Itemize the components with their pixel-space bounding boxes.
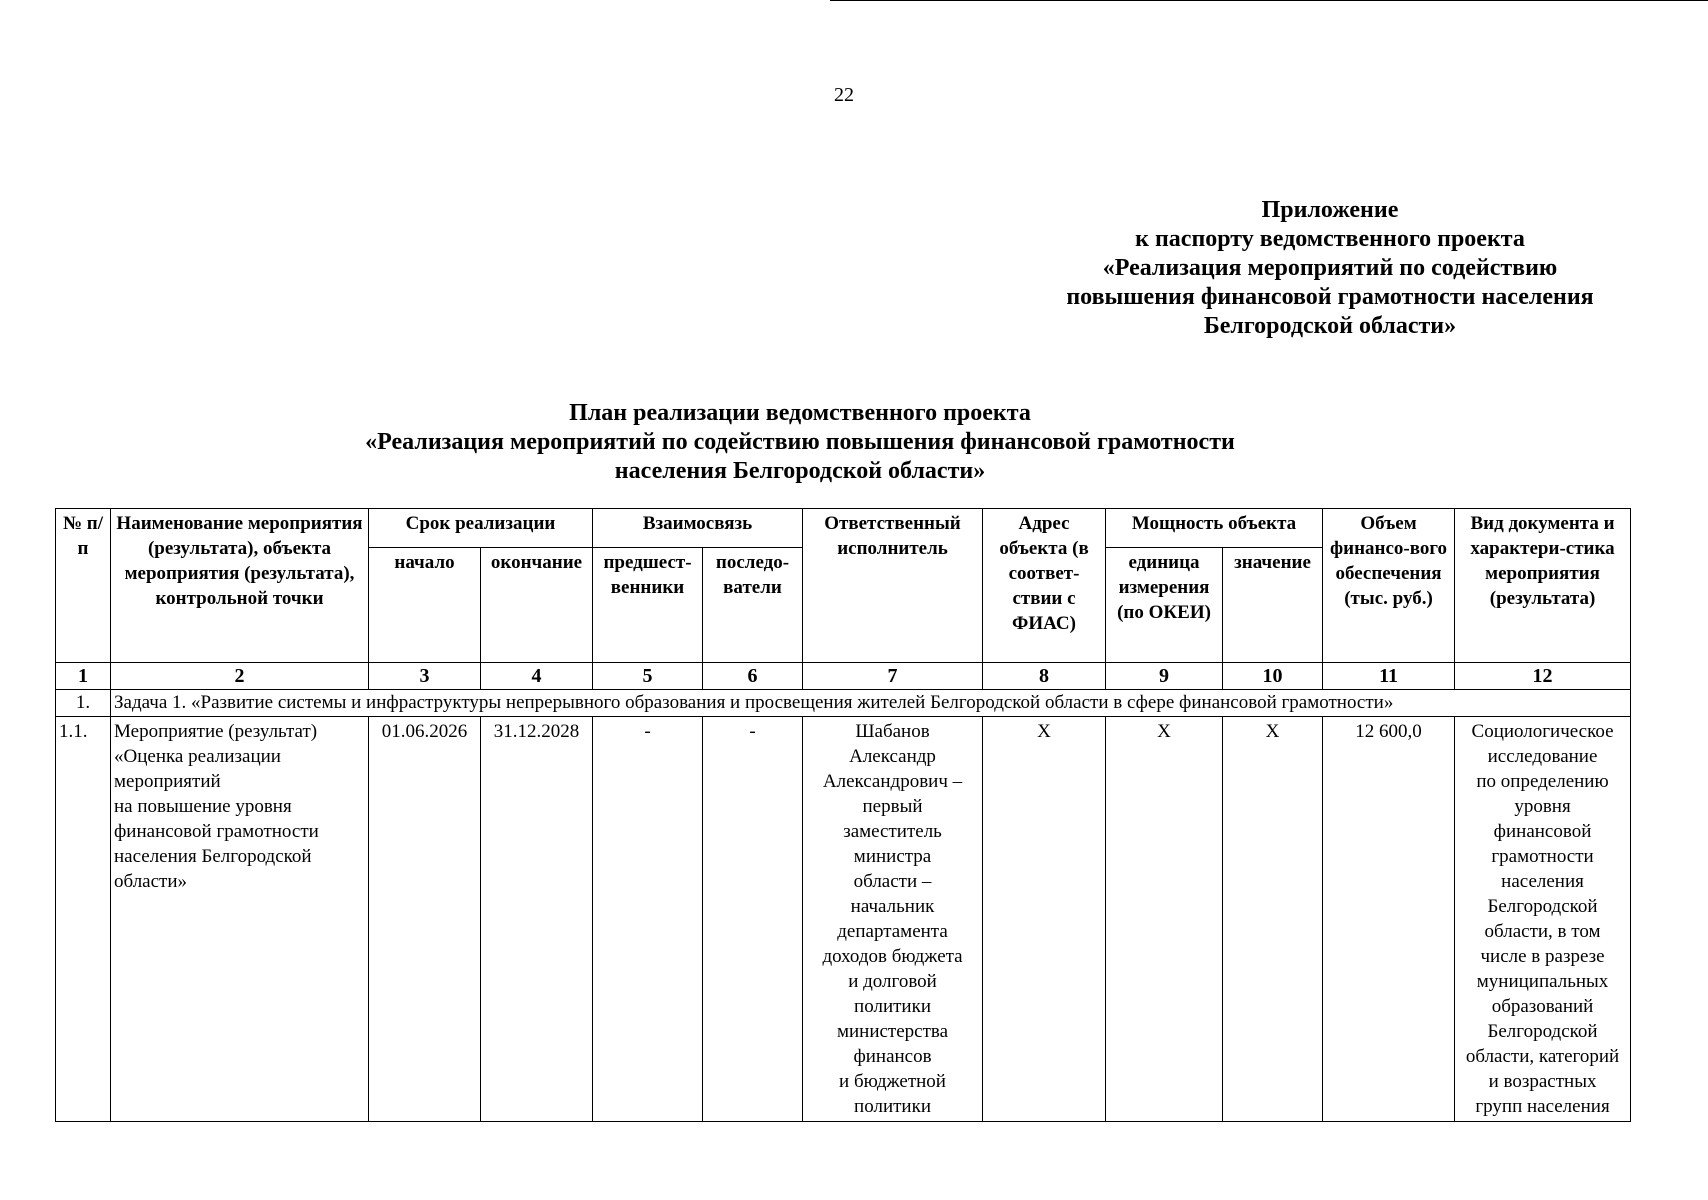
column-number: 1 [56,663,111,690]
document-title [300,399,1300,486]
responsible-line: и бюджетной [839,1071,946,1092]
implementation-plan-table [55,508,1631,1122]
item-successors: - [703,717,803,1122]
column-number-row [56,663,1631,690]
header-term-end: окончание [481,548,593,663]
responsible-line: политики [854,1096,931,1117]
header-relation: Взаимосвязь [593,509,803,548]
doc-type-line: уровня [1514,796,1571,817]
appendix-line: «Реализация мероприятий по содействию [1102,255,1558,281]
column-number: 10 [1223,663,1323,690]
item-name-line: на повышение уровня [114,796,292,817]
responsible-line: Шабанов [855,721,930,742]
header-name: Наименование мероприятия (результата), объекта мероприятия (результата), контрольной точки [111,509,369,663]
doc-type-line: области, категорий [1465,1046,1620,1067]
item-name-line: мероприятий [114,771,221,792]
item-capacity-value: Х [1223,717,1323,1122]
doc-type-line: и возрастных [1488,1071,1597,1092]
responsible-line: заместитель [843,821,942,842]
task-row [56,690,1631,717]
column-number: 9 [1106,663,1223,690]
item-doc-type [1455,717,1631,1122]
responsible-line: департамента [837,921,948,942]
item-name [111,717,369,1122]
responsible-line: области – [853,871,932,892]
doc-type-line: по определению [1476,771,1609,792]
header-relation-prev: предшест-венники [593,548,703,663]
column-number: 6 [703,663,803,690]
top-rule [830,0,1708,1]
column-number: 8 [983,663,1106,690]
header-doc-type: Вид документа и характери-стика мероприятия (результата) [1455,509,1631,663]
item-name-line: области» [114,871,188,892]
header-capacity-value: значение [1223,548,1323,663]
header-term: Срок реализации [369,509,593,548]
header-num: № п/п [56,509,111,663]
item-funding: 12 600,0 [1323,717,1455,1122]
doc-type-line: Белгородской [1487,1021,1598,1042]
title-line: «Реализация мероприятий по содействию повышения финансовой грамотности [365,429,1235,455]
responsible-line: доходов бюджета [822,946,963,967]
responsible-line: политики [854,996,931,1017]
column-number: 2 [111,663,369,690]
responsible-line: Александрович – [822,771,963,792]
task-num: 1. [56,690,111,717]
doc-type-line: финансовой [1493,821,1592,842]
column-number: 11 [1323,663,1455,690]
column-number: 4 [481,663,593,690]
item-name-line: финансовой грамотности [114,821,319,842]
responsible-line: начальник [850,896,935,917]
header-address: Адрес объекта (в соответ-ствии с ФИАС) [983,509,1106,663]
appendix-line: повышения финансовой грамотности населения [1066,284,1594,310]
item-start-date: 01.06.2026 [369,717,481,1122]
item-responsible [803,717,983,1122]
doc-type-line: числе в разрезе [1480,946,1605,967]
responsible-line: Александр [849,746,936,767]
item-capacity-unit: Х [1106,717,1223,1122]
column-number: 7 [803,663,983,690]
table-row [56,717,1631,1122]
appendix-heading [1040,196,1620,341]
title-line: населения Белгородской области» [614,458,986,484]
header-row [56,509,1631,548]
responsible-line: министерства [836,1021,949,1042]
item-name-line: населения Белгородской [114,846,312,867]
doc-type-line: области, в том [1484,921,1601,942]
doc-type-line: населения [1501,871,1584,892]
appendix-line: Приложение [1261,197,1399,223]
page-number: 22 [834,84,854,106]
header-funding: Объем финансо-вого обеспечения (тыс. руб.) [1323,509,1455,663]
responsible-line: финансов [853,1046,932,1067]
header-capacity: Мощность объекта [1106,509,1323,548]
header-relation-next: последо-ватели [703,548,803,663]
column-number: 12 [1455,663,1631,690]
column-number: 5 [593,663,703,690]
responsible-line: и долговой [848,971,937,992]
title-line: План реализации ведомственного проекта [569,400,1031,426]
appendix-line: Белгородской области» [1203,313,1457,339]
header-responsible: Ответственный исполнитель [803,509,983,663]
doc-type-line: муниципальных [1476,971,1609,992]
doc-type-line: групп населения [1475,1096,1610,1117]
item-address: Х [983,717,1106,1122]
doc-type-line: исследование [1487,746,1598,767]
doc-type-line: грамотности [1491,846,1594,867]
header-capacity-unit: единица измерения (по ОКЕИ) [1106,548,1223,663]
doc-type-line: Белгородской [1487,896,1598,917]
item-predecessors: - [593,717,703,1122]
doc-type-line: Социологическое [1471,721,1614,742]
doc-type-line: образований [1491,996,1594,1017]
responsible-line: министра [853,846,932,867]
item-name-line: Мероприятие (результат) [114,721,318,742]
appendix-line: к паспорту ведомственного проекта [1135,226,1525,252]
item-end-date: 31.12.2028 [481,717,593,1122]
header-term-start: начало [369,548,481,663]
item-num: 1.1. [56,717,111,1122]
responsible-line: первый [862,796,923,817]
column-number: 3 [369,663,481,690]
item-name-line: «Оценка реализации [114,746,281,767]
task-text: Задача 1. «Развитие системы и инфраструктуры непрерывного образования и просвещения жителей Белгородской области в сфере финансовой грамотности» [111,690,1631,717]
